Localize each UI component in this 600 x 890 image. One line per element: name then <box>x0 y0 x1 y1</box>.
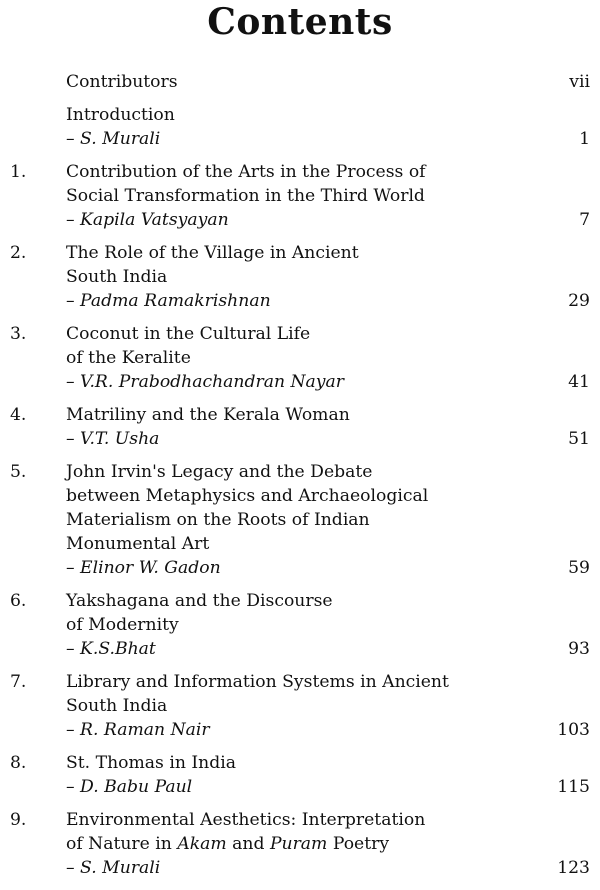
entry-title-line: Materialism on the Roots of Indian <box>66 510 370 530</box>
entry-title-line: South India <box>66 267 168 287</box>
entry-title-line: St. Thomas in India <box>66 753 236 773</box>
entry-page-number: vii <box>569 72 590 92</box>
entry-body <box>66 808 514 880</box>
entry-page-number: 103 <box>557 720 590 740</box>
entry-title-line: Library and Information Systems in Ancient <box>66 672 449 692</box>
entry-body <box>66 103 514 151</box>
entry-title-line: Social Transformation in the Third World <box>66 186 425 206</box>
entry-author: – Kapila Vatsyayan <box>66 210 229 230</box>
entry-body <box>66 160 514 232</box>
entry-title-line: South India <box>66 696 168 716</box>
toc-entry-contributors[interactable] <box>0 70 600 94</box>
entry-title-line: of Modernity <box>66 615 179 635</box>
entry-author: – S. Murali <box>66 858 161 878</box>
title-italic-term: Puram <box>269 834 328 854</box>
entry-number: 3. <box>10 324 27 344</box>
entry-number: 7. <box>10 672 27 692</box>
entry-title-line: Contributors <box>66 72 178 92</box>
entry-number: 8. <box>10 753 27 773</box>
entry-body <box>66 670 514 742</box>
entry-body <box>66 241 514 313</box>
entry-title-line: The Role of the Village in Ancient <box>66 243 359 263</box>
entry-author: – V.T. Usha <box>66 429 160 449</box>
title-text-segment: Poetry <box>327 834 390 854</box>
entry-author: – R. Raman Nair <box>66 720 210 740</box>
entry-body <box>66 589 514 661</box>
toc-entry-3[interactable] <box>0 322 600 394</box>
entry-author: – Elinor W. Gadon <box>66 558 221 578</box>
toc-entry-6[interactable] <box>0 589 600 661</box>
table-of-contents <box>0 70 600 889</box>
entry-author: – V.R. Prabodhachandran Nayar <box>66 372 344 392</box>
title-text-segment: of Nature in <box>66 834 178 854</box>
entry-title-line: Contribution of the Arts in the Process of <box>66 162 426 182</box>
entry-body <box>66 403 514 451</box>
entry-number: 9. <box>10 810 27 830</box>
toc-entry-8[interactable] <box>0 751 600 799</box>
entry-page-number: 59 <box>568 558 590 578</box>
entry-number: 5. <box>10 462 27 482</box>
entry-page-number: 1 <box>579 129 590 149</box>
entry-page-number: 41 <box>568 372 590 392</box>
entry-page-number: 29 <box>568 291 590 311</box>
entry-title-line: between Metaphysics and Archaeological <box>66 486 429 506</box>
entry-author: – K.S.Bhat <box>66 639 156 659</box>
entry-number: 2. <box>10 243 27 263</box>
entry-body <box>66 460 514 580</box>
entry-page-number: 93 <box>568 639 590 659</box>
entry-title-line-mixed <box>66 832 514 856</box>
toc-entry-introduction[interactable] <box>0 103 600 151</box>
entry-title-line: Yakshagana and the Discourse <box>66 591 333 611</box>
title-italic-term: Akam <box>177 834 227 854</box>
entry-author: – S. Murali <box>66 129 161 149</box>
entry-title-line: Monumental Art <box>66 534 210 554</box>
entry-page-number: 123 <box>557 858 590 878</box>
entry-page-number: 7 <box>579 210 590 230</box>
toc-entry-2[interactable] <box>0 241 600 313</box>
entry-title-line: John Irvin's Legacy and the Debate <box>66 462 373 482</box>
title-text-segment: and <box>226 834 270 854</box>
entry-title-line: Environmental Aesthetics: Interpretation <box>66 810 426 830</box>
entry-author: – D. Babu Paul <box>66 777 193 797</box>
toc-entry-4[interactable] <box>0 403 600 451</box>
toc-entry-5[interactable] <box>0 460 600 580</box>
entry-page-number: 115 <box>557 777 590 797</box>
entry-body <box>66 70 514 94</box>
page-title: Contents <box>207 1 393 43</box>
toc-entry-1[interactable] <box>0 160 600 232</box>
entry-title-line: Coconut in the Cultural Life <box>66 324 311 344</box>
entry-number: 4. <box>10 405 27 425</box>
entry-body <box>66 322 514 394</box>
entry-author: – Padma Ramakrishnan <box>66 291 271 311</box>
toc-entry-9[interactable] <box>0 808 600 880</box>
toc-entry-7[interactable] <box>0 670 600 742</box>
entry-title-line: Introduction <box>66 105 175 125</box>
entry-body <box>66 751 514 799</box>
entry-number: 6. <box>10 591 27 611</box>
entry-number: 1. <box>10 162 27 182</box>
entry-page-number: 51 <box>568 429 590 449</box>
entry-title-line: Matriliny and the Kerala Woman <box>66 405 350 425</box>
entry-title-line: of the Keralite <box>66 348 191 368</box>
